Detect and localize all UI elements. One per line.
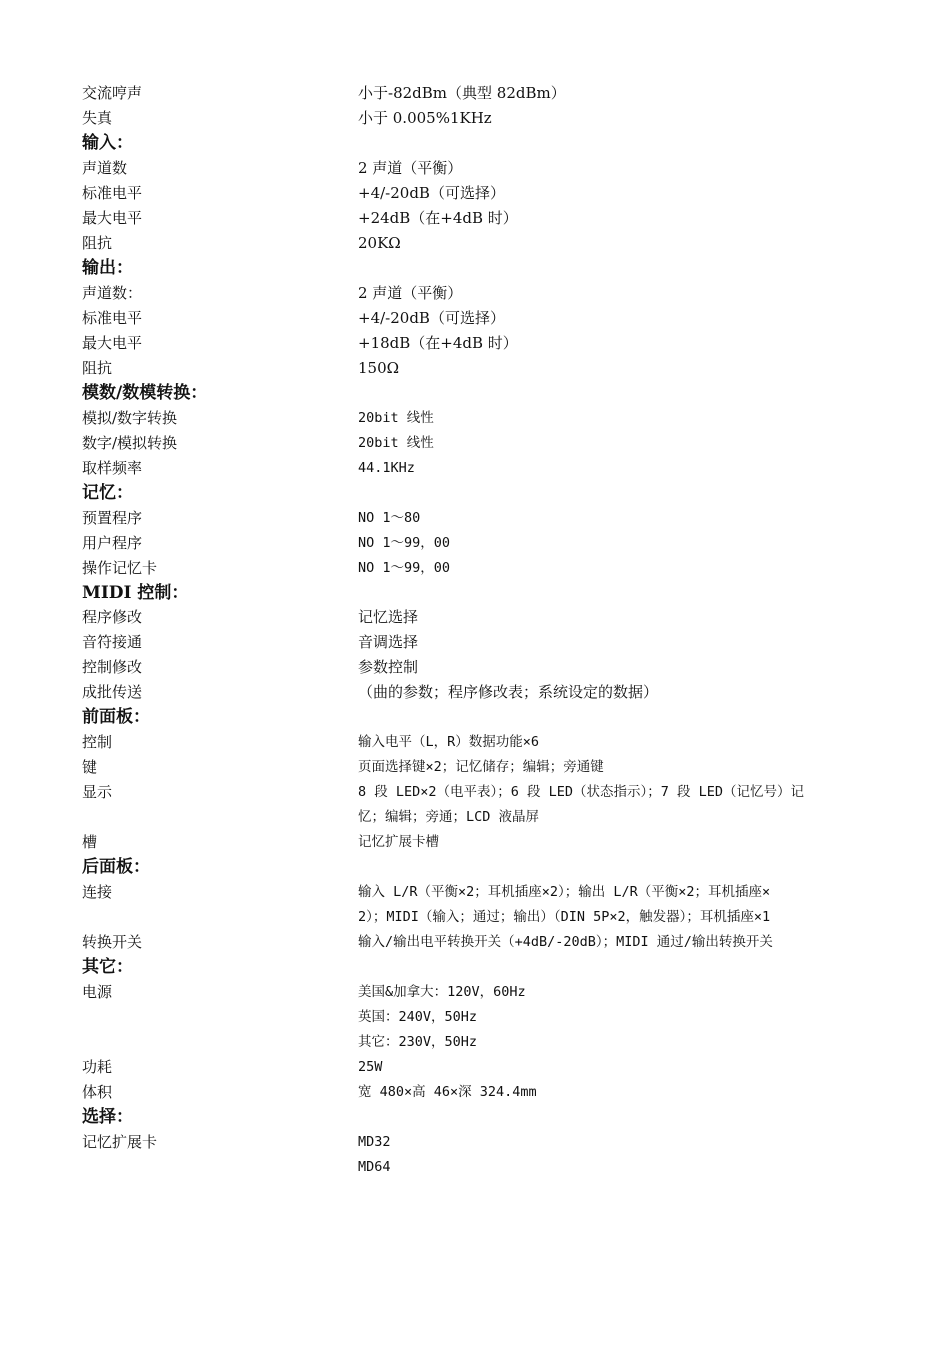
spec-row (82, 431, 882, 456)
spec-label: 取样频率 (82, 459, 143, 477)
spec-value: 记忆扩展卡槽 (358, 834, 439, 850)
section-heading-rear-panel: 后面板： (82, 857, 150, 877)
spec-row (82, 456, 882, 481)
spec-label: 成批传送 (82, 683, 143, 701)
spec-value: 8 段 LED×2（电平表）；6 段 LED（状态指示）；7 段 LED（记忆号）记 (358, 784, 805, 800)
spec-row (82, 1080, 882, 1105)
spec-value: +24dB（在+4dB 时） (358, 209, 518, 227)
section-heading-midi: MIDI 控制： (82, 583, 189, 603)
spec-row (82, 655, 882, 680)
spec-row (82, 231, 882, 256)
spec-value: 20KΩ (358, 234, 401, 252)
spec-row (82, 880, 882, 905)
spec-label: 最大电平 (82, 209, 143, 227)
spec-row (82, 556, 882, 581)
spec-label: 标准电平 (82, 184, 143, 202)
spec-row-continuation (82, 805, 882, 830)
spec-row-continuation (82, 905, 882, 930)
section-heading-options: 选择： (82, 1107, 133, 1127)
spec-row-continuation (82, 1005, 882, 1030)
spec-row-hum (82, 81, 882, 106)
spec-row-continuation (82, 1155, 882, 1180)
spec-label: 显示 (82, 783, 113, 801)
spec-row (82, 406, 882, 431)
spec-value: 美国&加拿大：120V，60Hz (358, 984, 526, 1000)
spec-value: 忆；编辑；旁通；LCD 液晶屏 (358, 809, 540, 825)
spec-row (82, 755, 882, 780)
spec-row (82, 680, 882, 705)
spec-value: 宽 480×高 46×深 324.4mm (358, 1084, 537, 1100)
spec-row (82, 630, 882, 655)
spec-row (82, 306, 882, 331)
spec-row-continuation (82, 1030, 882, 1055)
spec-label: 记忆扩展卡 (82, 1133, 158, 1151)
spec-row (82, 156, 882, 181)
spec-value: 20bit 线性 (358, 410, 434, 426)
spec-row (82, 356, 882, 381)
spec-label: 标准电平 (82, 309, 143, 327)
spec-label: 转换开关 (82, 933, 143, 951)
spec-value: （曲的参数；程序修改表；系统设定的数据） (358, 683, 659, 701)
spec-row (82, 780, 882, 805)
spec-label: 连接 (82, 883, 113, 901)
spec-row (82, 506, 882, 531)
spec-value: NO 1～99，00 (358, 535, 451, 551)
spec-row (82, 605, 882, 630)
spec-label: 用户程序 (82, 534, 143, 552)
spec-label: 预置程序 (82, 509, 143, 527)
spec-row (82, 830, 882, 855)
spec-label: 控制 (82, 733, 113, 751)
spec-value: +4/-20dB（可选择） (358, 184, 505, 202)
spec-label: 体积 (82, 1083, 113, 1101)
spec-label: 键 (82, 758, 98, 776)
spec-row (82, 1130, 882, 1155)
spec-row (82, 206, 882, 231)
spec-label: 声道数 (82, 159, 128, 177)
section-heading-memory: 记忆： (82, 483, 133, 503)
section-heading-output: 输出： (82, 258, 133, 278)
spec-value: 输入电平（L，R）数据功能×6 (358, 734, 540, 750)
spec-value: 2）；MIDI（输入；通过；输出）（DIN 5P×2，触发器）；耳机插座×1 (358, 909, 771, 925)
section-heading-other: 其它： (82, 957, 133, 977)
spec-value: NO 1～99，00 (358, 560, 451, 576)
spec-value: 页面选择键×2；记忆储存；编辑；旁通键 (358, 759, 604, 775)
spec-row (82, 331, 882, 356)
spec-label: 最大电平 (82, 334, 143, 352)
spec-label: 失真 (82, 109, 113, 127)
spec-value: 英国：240V，50Hz (358, 1009, 478, 1025)
section-heading-input: 输入： (82, 133, 133, 153)
spec-value: 输入 L/R（平衡×2；耳机插座×2）；输出 L/R（平衡×2；耳机插座× (358, 884, 771, 900)
spec-row (82, 730, 882, 755)
spec-row (82, 531, 882, 556)
spec-label: 交流哼声 (82, 84, 143, 102)
spec-label: 阻抗 (82, 359, 113, 377)
spec-row-distortion (82, 106, 882, 131)
spec-value: 其它：230V，50Hz (358, 1034, 478, 1050)
spec-value: 150Ω (358, 359, 400, 377)
spec-value: 25W (358, 1059, 383, 1075)
spec-row (82, 281, 882, 306)
spec-label: 阻抗 (82, 234, 113, 252)
spec-value: 2 声道（平衡） (358, 284, 463, 302)
spec-row (82, 930, 882, 955)
spec-value: 参数控制 (358, 658, 419, 676)
spec-value: +18dB（在+4dB 时） (358, 334, 518, 352)
spec-value: MD64 (358, 1159, 391, 1175)
spec-label: 操作记忆卡 (82, 559, 158, 577)
spec-value: MD32 (358, 1134, 391, 1150)
spec-value: 44.1KHz (358, 460, 415, 476)
spec-value: NO 1～80 (358, 510, 421, 526)
spec-label: 声道数： (82, 284, 143, 302)
spec-row (82, 1055, 882, 1080)
spec-label: 电源 (82, 983, 113, 1001)
spec-row (82, 181, 882, 206)
section-heading-front-panel: 前面板： (82, 707, 150, 727)
spec-label: 槽 (82, 833, 98, 851)
spec-value: 音调选择 (358, 633, 419, 651)
spec-row (82, 980, 882, 1005)
spec-value: 记忆选择 (358, 608, 419, 626)
spec-value: 2 声道（平衡） (358, 159, 463, 177)
spec-label: 模拟/数字转换 (82, 409, 178, 427)
spec-value: 小于-82dBm（典型 82dBm） (358, 84, 566, 102)
spec-value: 小于 0.005%1KHz (358, 109, 492, 127)
spec-value: +4/-20dB（可选择） (358, 309, 505, 327)
spec-value: 输入/输出电平转换开关（+4dB/-20dB）；MIDI 通过/输出转换开关 (358, 934, 773, 950)
spec-label: 程序修改 (82, 608, 143, 626)
section-heading-conversion: 模数/数模转换： (82, 383, 208, 403)
spec-label: 功耗 (82, 1058, 113, 1076)
spec-value: 20bit 线性 (358, 435, 434, 451)
spec-label: 控制修改 (82, 658, 143, 676)
spec-label: 数字/模拟转换 (82, 434, 178, 452)
spec-label: 音符接通 (82, 633, 143, 651)
